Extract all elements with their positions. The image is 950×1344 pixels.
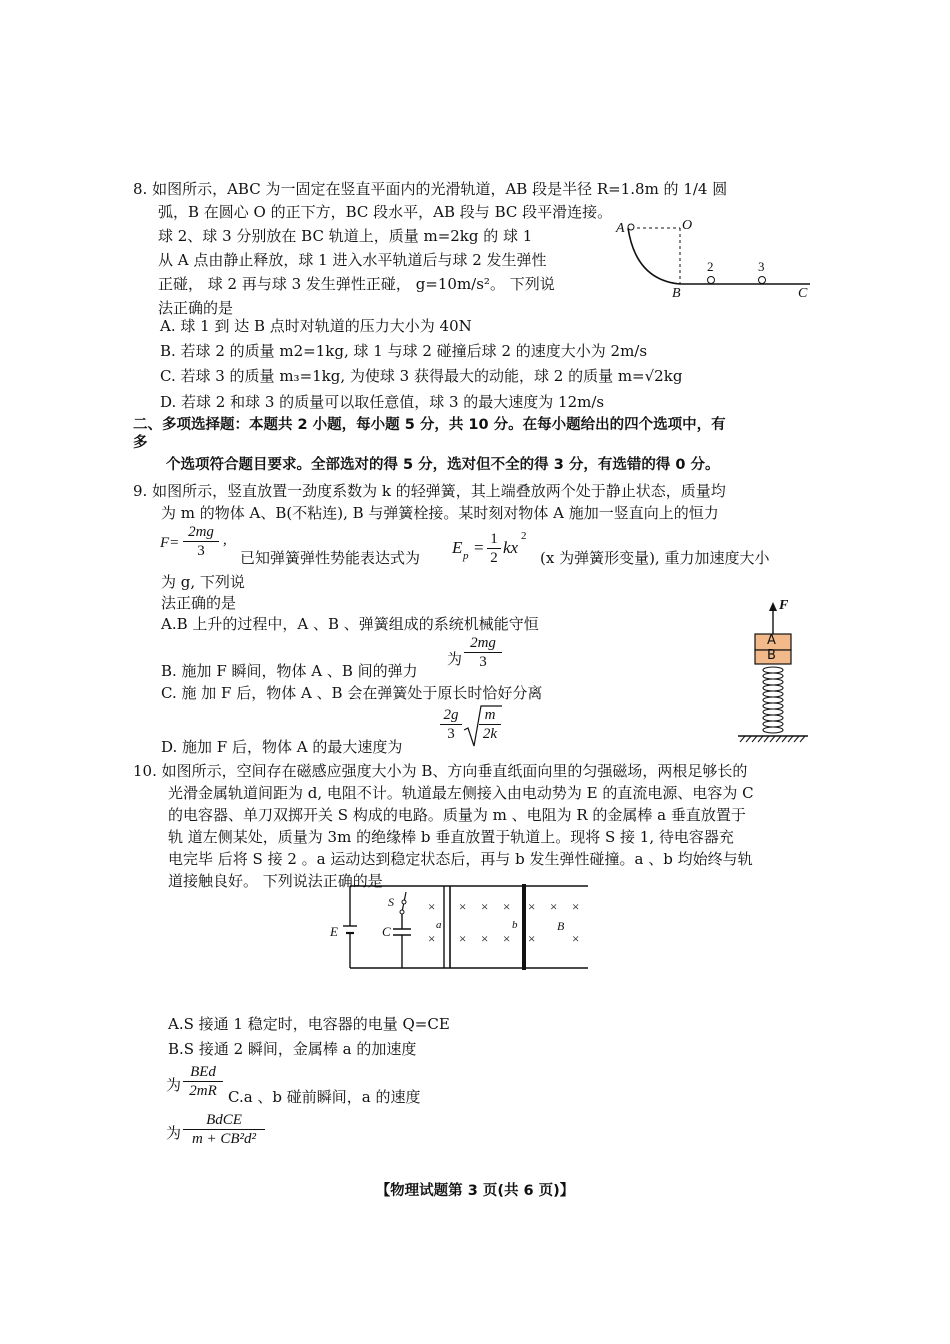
q9-line4: 为 g, 下列说	[161, 573, 245, 591]
section2-heading-line1b: 多	[133, 435, 148, 451]
q9-ep-intro: 已知弹簧弹性势能表达式为	[240, 549, 421, 567]
q9-ep-sub: p	[463, 550, 469, 562]
q10-switch-contact	[402, 900, 406, 904]
q10-option-b-numerator: BEd	[183, 1063, 223, 1082]
q10-switch-pivot	[400, 910, 404, 914]
q10-label-s: S	[388, 895, 394, 909]
section2-heading-line2: 个选项符合题目要求。全部选对的得 5 分，选对但不全的得 3 分，有选错的得 0 分。	[166, 457, 720, 473]
q9-option-d-sqrt-fraction	[479, 706, 501, 743]
q10-field-mark: ×	[481, 899, 489, 914]
q8-label-ball-3: 3	[758, 259, 765, 274]
q9-option-b-fraction	[464, 634, 502, 671]
q9-spring	[763, 667, 783, 733]
q10-label-field: B	[557, 919, 565, 933]
q9-ep-sup: 2	[521, 530, 527, 542]
q10-field-mark: ×	[481, 931, 489, 946]
q9-option-d-numerator: 2g	[440, 706, 462, 725]
q8-line2: 弧，B 在圆心 O 的正下方，BC 段水平，AB 段与 BC 段平滑连接。	[158, 203, 613, 221]
q8-ball-1	[628, 224, 634, 230]
q10-option-c-fraction	[183, 1111, 265, 1148]
q9-label-a: A	[767, 633, 776, 648]
q9-force-arrowhead	[769, 602, 777, 611]
q10-circuit-figure	[340, 882, 590, 972]
q9-spring-figure	[730, 600, 820, 745]
q9-option-b-numerator: 2mg	[464, 634, 502, 653]
q9-f-fraction	[183, 523, 219, 560]
q9-line1: 9. 如图所示，竖直放置一劲度系数为 k 的轻弹簧，其上端叠放两个处于静止状态，质量均	[133, 482, 726, 500]
q9-option-a: A.B 上升的过程中，A 、B 、弹簧组成的系统机械能守恒	[161, 615, 539, 633]
q10-option-c-denominator: m + CB²d²	[191, 1131, 257, 1147]
q9-option-b: B. 施加 F 瞬间，物体 A 、B 间的弹力	[161, 662, 418, 680]
q9-option-d-sqrt-denominator: 2k	[482, 726, 498, 742]
q9-ep-tail: (x 为弹簧形变量), 重力加速度大小	[540, 549, 770, 567]
q10-capacitor-gap	[394, 929, 410, 935]
q10-line2: 光滑金属轨道间距为 d, 电阻不计。轨道最左侧接入由电动势为 E 的直流电源、电容为 C	[168, 784, 754, 802]
q9-option-d-fraction	[440, 706, 462, 743]
q9-option-b-wei: 为	[447, 652, 463, 668]
q8-line1: 8. 如图所示，ABC 为一固定在竖直平面内的光滑轨道，AB 段是半径 R=1.8m 的 1/4 圆	[133, 180, 728, 198]
q9-option-d: D. 施加 F 后，物体 A 的最大速度为	[161, 738, 403, 756]
q9-f-numerator: 2mg	[183, 523, 219, 542]
q10-field-mark: ×	[528, 899, 536, 914]
q8-option-c: C. 若球 3 的质量 m₃=1kg, 为使球 3 获得最大的动能，球 2 的质量 m=√2kg	[160, 367, 683, 385]
q10-line5: 电完毕 后将 S 接 2 。a 运动达到稳定状态后，再与 b 发生弹性碰撞。a 、b 均始终与轨	[168, 850, 753, 868]
q10-option-b-wei: 为	[166, 1078, 182, 1094]
q9-comma: ,	[223, 532, 227, 548]
q10-label-b: b	[512, 919, 518, 931]
q8-ball-3	[759, 277, 766, 284]
q8-line3: 球 2、球 3 分别放在 BC 轨道上，质量 m=2kg 的 球 1	[158, 227, 533, 245]
q10-label-e: E	[330, 924, 338, 939]
q10-field-mark: ×	[550, 899, 558, 914]
q9-label-f: F	[779, 598, 789, 613]
q9-ep-lhs: E	[452, 538, 463, 557]
q10-field-mark: ×	[459, 899, 467, 914]
q8-line4: 从 A 点由静止释放，球 1 进入水平轨道后与球 2 发生弹性	[158, 251, 547, 269]
q8-line6: 法正确的是	[158, 299, 234, 317]
q8-option-a: A. 球 1 到 达 B 点时对轨道的压力大小为 40N	[160, 317, 472, 335]
q9-option-d-sqrt-numerator: m	[479, 706, 501, 725]
q10-field-mark: ×	[428, 931, 436, 946]
q10-field-mark: ×	[503, 931, 511, 946]
q8-label-b: B	[672, 286, 681, 301]
q9-line2: 为 m 的物体 A、B(不粘连), B 与弹簧栓接。某时刻对物体 A 施加一竖直向上的恒力	[161, 504, 719, 522]
q8-option-b: B. 若球 2 的质量 m2=1kg, 球 1 与球 2 碰撞后球 2 的速度大小为 2m/s	[160, 342, 648, 360]
q8-arc-ab	[628, 228, 680, 284]
q10-line6: 道接触良好。 下列说法正确的是	[168, 872, 383, 890]
q10-option-a: A.S 接通 1 稳定时，电容器的电量 Q=CE	[168, 1015, 450, 1033]
q9-option-d-denominator: 3	[447, 726, 455, 742]
q10-line3: 的电容器、单刀双掷开关 S 构成的电路。质量为 m 、电阻为 R 的金属棒 a 垂直放置于	[168, 806, 746, 824]
q9-line5: 法正确的是	[161, 594, 237, 612]
q10-field-mark: ×	[459, 931, 467, 946]
q8-label-c: C	[798, 286, 808, 301]
q8-label-a: A	[616, 221, 625, 236]
q9-f-denominator: 3	[197, 543, 205, 559]
page-footer: 【物理试题第 3 页(共 6 页)】	[375, 1183, 575, 1199]
q10-option-c-numerator: BdCE	[183, 1111, 265, 1130]
q10-option-b: B.S 接通 2 瞬间，金属棒 a 的加速度	[168, 1040, 417, 1058]
q10-option-b-denominator: 2mR	[189, 1083, 217, 1099]
q9-ground-hatch	[740, 736, 805, 742]
q10-option-b-fraction	[183, 1063, 223, 1100]
q10-option-c-wei: 为	[166, 1126, 182, 1142]
q8-option-d: D. 若球 2 和球 3 的质量可以取任意值，球 3 的最大速度为 12m/s	[160, 393, 605, 411]
q10-line1: 10. 如图所示，空间存在磁感应强度大小为 B、方向垂直纸面向里的匀强磁场，两根足够长的	[133, 762, 748, 780]
q9-option-b-denominator: 3	[479, 654, 487, 670]
q10-line4: 轨 道左侧某处，质量为 3m 的绝缘棒 b 垂直放置于轨道上。现将 S 接 1, 待电容器充	[168, 828, 734, 846]
q9-ep-denominator: 2	[490, 550, 498, 566]
q8-line5: 正碰， 球 2 再与球 3 发生弹性正碰， g=10m/s²。 下列说	[158, 275, 555, 293]
q10-field-mark: ×	[503, 899, 511, 914]
q10-field-mark: ×	[572, 899, 580, 914]
q9-label-b: B	[767, 648, 776, 663]
q9-option-c: C. 施 加 F 后，物体 A 、B 会在弹簧处于原长时恰好分离	[161, 684, 543, 702]
q10-field-mark: ×	[572, 931, 580, 946]
q8-track-figure	[614, 218, 814, 298]
q8-label-ball-2: 2	[707, 259, 714, 274]
q9-ep-eq: =	[474, 538, 484, 557]
q9-ep-numerator: 1	[487, 530, 501, 549]
q9-f-lhs: F=	[160, 535, 180, 551]
q9-ep-rhs: kx	[503, 538, 519, 557]
q10-option-c: C.a 、b 碰前瞬间，a 的速度	[228, 1088, 421, 1106]
q10-field-mark: ×	[528, 931, 536, 946]
q10-field-mark: ×	[428, 899, 436, 914]
q10-label-c: C	[382, 924, 391, 939]
q9-ep-fraction	[487, 530, 501, 567]
q10-label-a: a	[436, 919, 442, 931]
q8-ball-2	[708, 277, 715, 284]
section2-heading-line1: 二、多项选择题：本题共 2 小题，每小题 5 分，共 10 分。在每小题给出的四个选项中，有	[133, 417, 726, 433]
q8-label-o: O	[682, 218, 693, 233]
